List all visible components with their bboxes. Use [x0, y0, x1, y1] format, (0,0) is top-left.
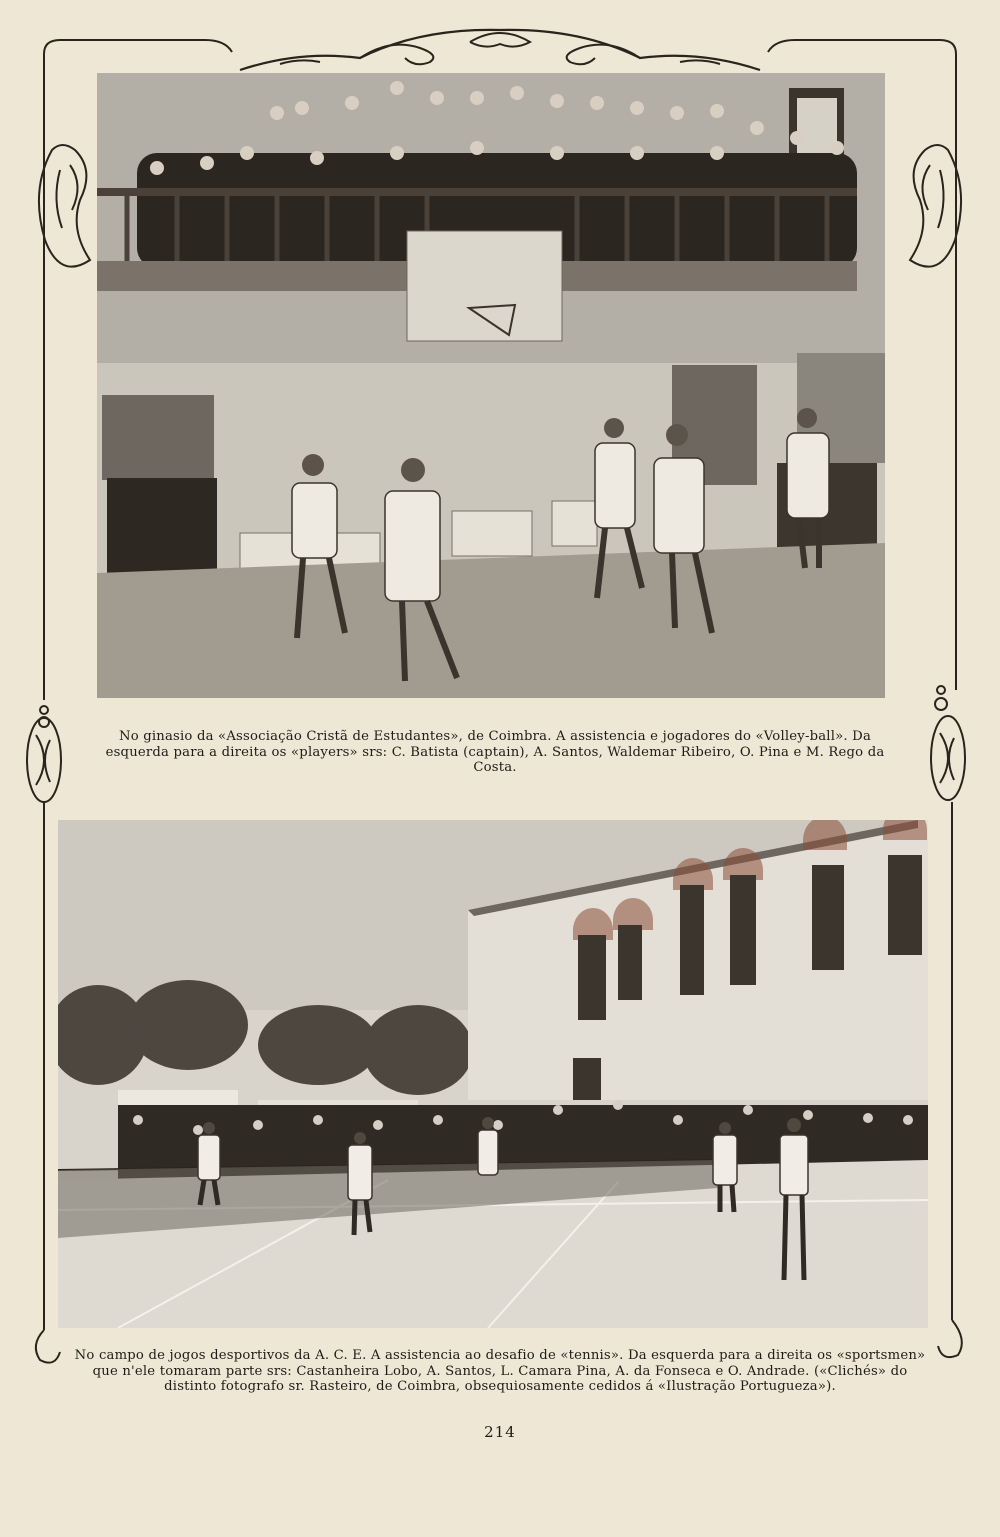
tennis-court-photo: [58, 820, 928, 1328]
top-photo-caption: No ginasio da «Associação Cristã de Estudantes», de Coimbra. A assistencia e jogadores do «Volley-ball». Da esquerda para a direita os «players» srs: C. Batista (captain), A. Santos, Waldemar Ribeiro, O. Pina e M. Rego da Costa.: [105, 729, 885, 775]
page-number: 214: [484, 1423, 516, 1441]
volleyball-gymnasium-photo: [97, 73, 885, 698]
bottom-photo-caption: No campo de jogos desportivos da A. C. E. A assistencia ao desafio de «tennis». Da esquerda para a direita os «sportsmen» que n'ele tomaram parte srs: Castanheira Lobo, A. Santos, L. Camara Pina, A. da Fonseca e O. Andrade. («Clichés» do distinto fotografo sr. Rasteiro, de Coimbra, obsequiosamente cedidos á «Ilustração Portugueza»).: [74, 1348, 926, 1394]
